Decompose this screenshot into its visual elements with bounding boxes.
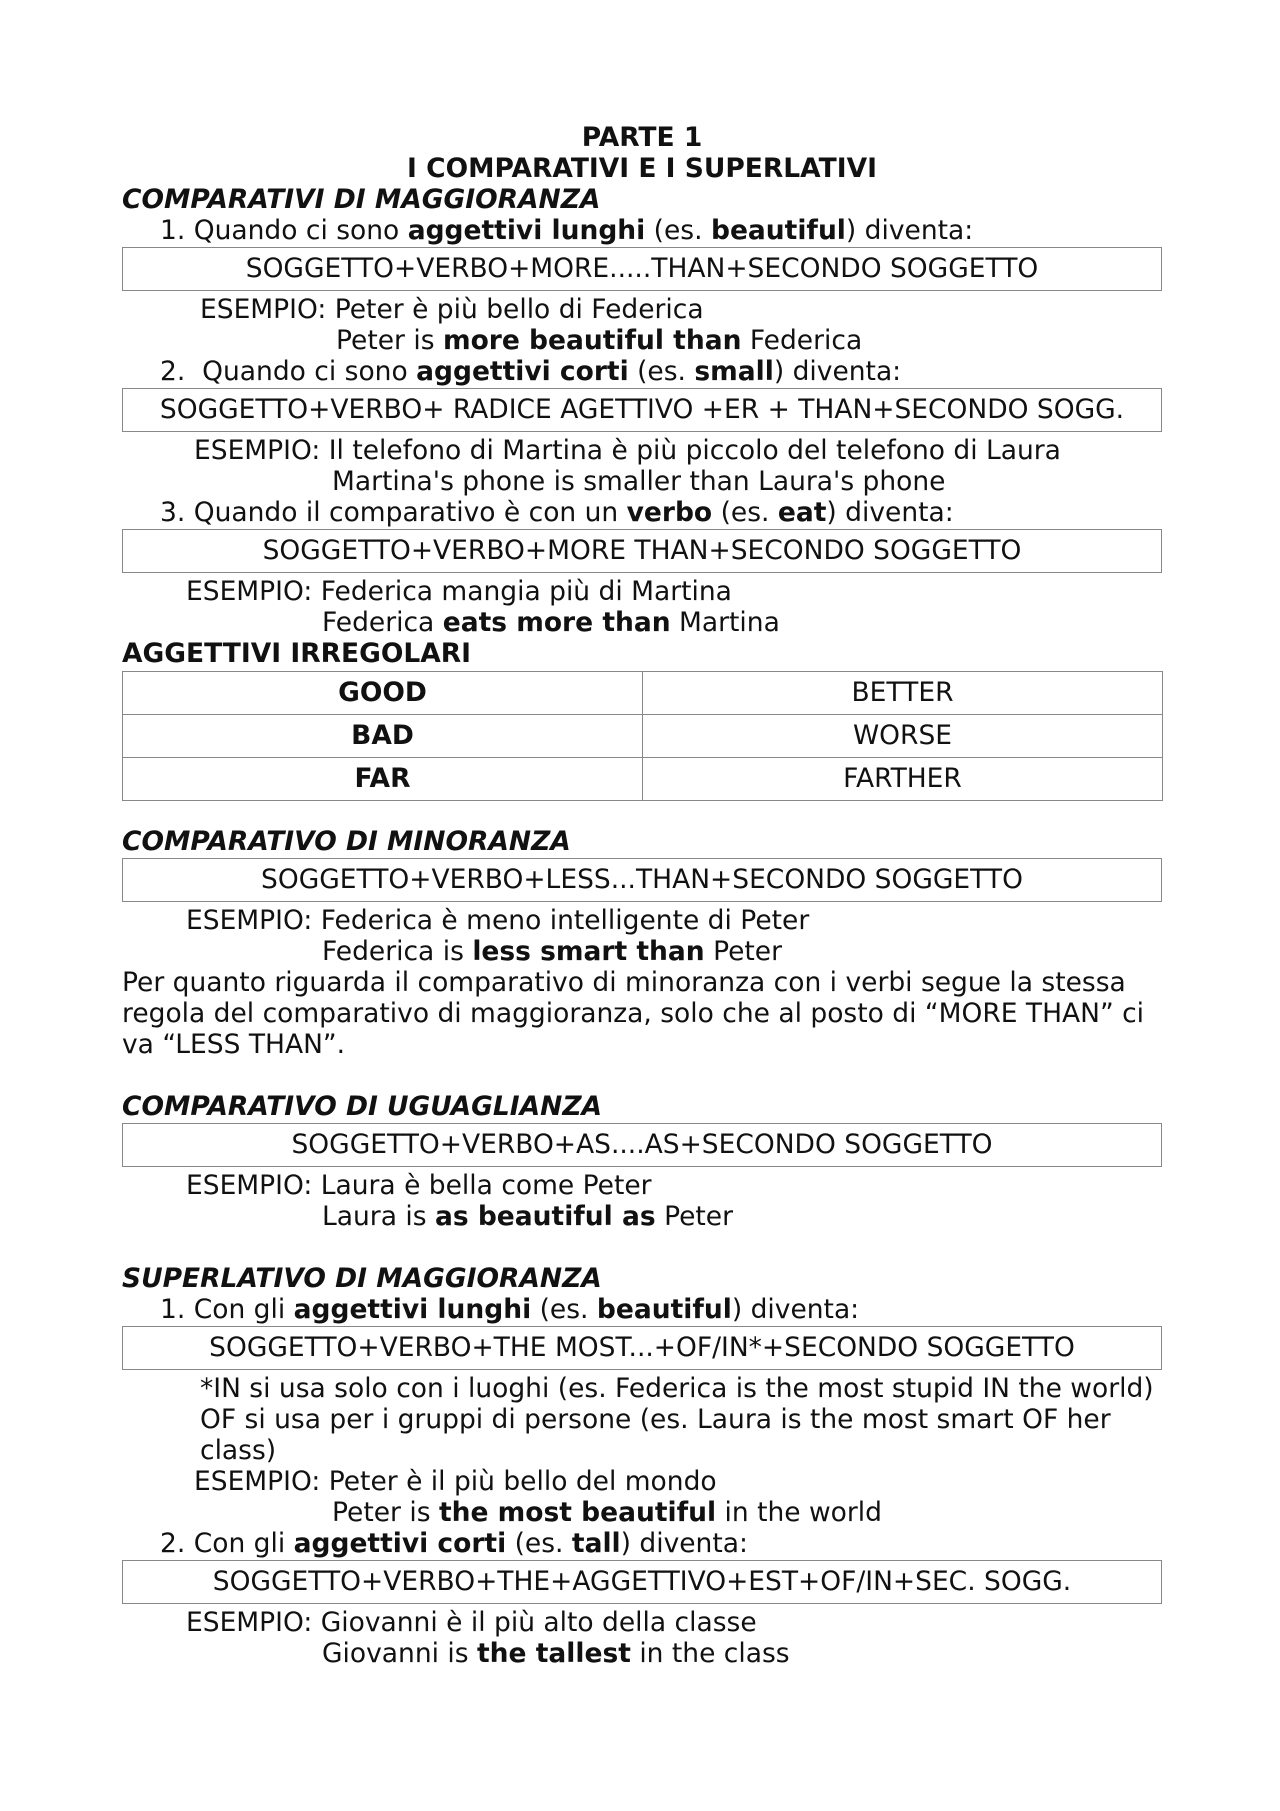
example-text: Peter — [655, 1201, 733, 1232]
example-italian — [122, 294, 1162, 325]
rule-keyword: aggettivi lunghi — [407, 215, 646, 246]
formula-box: SOGGETTO+VERBO+AS....AS+SECONDO SOGGETTO — [122, 1123, 1162, 1167]
table-cell-comparative: BETTER — [643, 672, 1163, 715]
example-highlight: less smart than — [472, 936, 705, 967]
rule-keyword: aggettivi corti — [293, 1528, 507, 1559]
example-italian — [122, 435, 1162, 466]
rule-text: (es. — [628, 356, 695, 387]
example-text: Peter is — [336, 325, 443, 356]
example-english — [122, 607, 1162, 638]
example-label: ESEMPIO: — [200, 294, 335, 325]
rule-example-word: tall — [571, 1528, 621, 1559]
example-highlight: eats more than — [442, 607, 671, 638]
rule-text: Con gli — [193, 1294, 294, 1325]
spacer — [122, 1232, 1162, 1263]
example-text: in the world — [716, 1497, 882, 1528]
example-english — [122, 1497, 1162, 1528]
formula-box: SOGGETTO+VERBO+LESS...THAN+SECONDO SOGGETTO — [122, 858, 1162, 902]
superlative-rule-1 — [122, 1294, 1162, 1325]
example-text: Peter è il più bello del mondo — [328, 1466, 717, 1497]
example-highlight: more beautiful than — [442, 325, 742, 356]
example-text: Giovanni is — [322, 1638, 478, 1669]
example-label: ESEMPIO: — [186, 1607, 321, 1638]
section-heading-uguaglianza: COMPARATIVO DI UGUAGLIANZA — [122, 1091, 603, 1122]
example-text: Peter — [704, 936, 783, 967]
formula-box: SOGGETTO+VERBO+THE+AGGETTIVO+EST+OF/IN+SEC. SOGG. — [122, 1560, 1162, 1604]
rule-number: 1. — [160, 215, 186, 246]
rule-text: (es. — [531, 1294, 597, 1325]
example-text: Federica — [322, 607, 443, 638]
formula-box: SOGGETTO+VERBO+ RADICE AGETTIVO +ER + THAN+SECONDO SOGG. — [122, 388, 1162, 432]
example-text: Federica is — [322, 936, 473, 967]
formula-box: SOGGETTO+VERBO+MORE.....THAN+SECONDO SOGGETTO — [122, 247, 1162, 291]
formula-box: SOGGETTO+VERBO+MORE THAN+SECONDO SOGGETTO — [122, 529, 1162, 573]
minoranza-note: Per quanto riguarda il comparativo di minoranza con i verbi segue la stessa regola del comparativo di maggioranza, solo che al posto di “MORE THAN” ci va “LESS THAN”. — [122, 967, 1145, 1060]
spacer — [122, 1060, 1162, 1091]
section-heading-minoranza: COMPARATIVO DI MINORANZA — [122, 826, 571, 857]
superlative-rule-2 — [122, 1528, 1162, 1559]
table-cell-comparative: WORSE — [643, 715, 1163, 758]
example-text: Federica mangia più di Martina — [320, 576, 732, 607]
example-italian — [122, 1170, 1162, 1201]
rule-example-word: small — [694, 356, 774, 387]
example-italian — [122, 1607, 1162, 1638]
rule-text: Quando ci sono — [193, 215, 408, 246]
rule-text: (es. — [506, 1528, 572, 1559]
example-text: Laura is — [322, 1201, 435, 1232]
rule-text: ) diventa: — [826, 497, 954, 528]
example-text: Martina — [670, 607, 780, 638]
example-text: Federica — [741, 325, 863, 356]
example-highlight: the tallest — [477, 1638, 631, 1669]
table-row — [123, 715, 1163, 758]
example-text: Peter è più bello di Federica — [334, 294, 704, 325]
example-label: ESEMPIO: — [194, 435, 329, 466]
rule-text: Quando il comparativo è con un — [193, 497, 627, 528]
example-label: ESEMPIO: — [186, 905, 321, 936]
rule-1 — [122, 215, 1162, 246]
rule-text: (es. — [712, 497, 778, 528]
document-page — [122, 122, 1162, 1669]
section-heading-irregolari: AGGETTIVI IRREGOLARI — [122, 638, 472, 669]
rule-text: Quando ci sono — [202, 356, 417, 387]
rule-keyword: aggettivi lunghi — [293, 1294, 532, 1325]
example-highlight: as beautiful as — [434, 1201, 656, 1232]
rule-text: (es. — [645, 215, 711, 246]
example-english — [122, 1638, 1162, 1669]
example-label: ESEMPIO: — [194, 1466, 329, 1497]
rule-example-word: eat — [777, 497, 827, 528]
rule-text: ) diventa: — [620, 1528, 748, 1559]
table-cell-base: GOOD — [123, 672, 643, 715]
rule-number: 2. — [160, 1528, 186, 1559]
example-text: Laura è bella come Peter — [320, 1170, 652, 1201]
example-text: Il telefono di Martina è più piccolo del telefono di Laura — [328, 435, 1061, 466]
rule-number: 1. — [160, 1294, 186, 1325]
section-heading-superlativo: SUPERLATIVO DI MAGGIORANZA — [122, 1263, 602, 1294]
example-text: in the class — [630, 1638, 790, 1669]
example-italian — [122, 1466, 1162, 1497]
page-title: I COMPARATIVI E I SUPERLATIVI — [407, 153, 877, 184]
rule-keyword: verbo — [626, 497, 713, 528]
rule-text: ) diventa: — [731, 1294, 860, 1325]
table-row — [123, 672, 1163, 715]
rule-number: 2. — [160, 356, 186, 387]
example-highlight: the most beautiful — [438, 1497, 717, 1528]
formula-box: SOGGETTO+VERBO+THE MOST...+OF/IN*+SECONDO SOGGETTO — [122, 1326, 1162, 1370]
rule-example-word: beautiful — [710, 215, 846, 246]
example-english: Martina's phone is smaller than Laura's phone — [332, 466, 946, 497]
table-cell-base: BAD — [123, 715, 643, 758]
example-italian — [122, 905, 1162, 936]
table-cell-comparative: FARTHER — [643, 758, 1163, 801]
example-text: Federica è meno intelligente di Peter — [320, 905, 810, 936]
example-english — [122, 1201, 1162, 1232]
irregular-adjectives-table — [122, 671, 1163, 801]
rule-3 — [122, 497, 1162, 528]
superlative-usage-note: *IN si usa solo con i luoghi (es. Federica is the most stupid IN the world) OF si usa per i gruppi di persone (es. Laura is the most smart OF her class) — [200, 1373, 1154, 1466]
part-label: PARTE 1 — [581, 122, 703, 153]
example-text: Peter is — [332, 1497, 439, 1528]
example-label: ESEMPIO: — [186, 576, 321, 607]
rule-2 — [122, 356, 1162, 387]
table-cell-base: FAR — [123, 758, 643, 801]
rule-text: ) diventa: — [773, 356, 902, 387]
rule-number: 3. — [160, 497, 186, 528]
rule-text: Con gli — [193, 1528, 294, 1559]
spacer — [122, 801, 1162, 826]
example-label: ESEMPIO: — [186, 1170, 321, 1201]
rule-example-word: beautiful — [596, 1294, 732, 1325]
example-english — [122, 325, 1162, 356]
rule-text: ) diventa: — [845, 215, 974, 246]
example-italian — [122, 576, 1162, 607]
table-row — [123, 758, 1163, 801]
example-text: Giovanni è il più alto della classe — [320, 1607, 757, 1638]
section-heading-maggioranza: COMPARATIVI DI MAGGIORANZA — [122, 184, 601, 215]
rule-keyword: aggettivi corti — [416, 356, 629, 387]
example-english — [122, 936, 1162, 967]
